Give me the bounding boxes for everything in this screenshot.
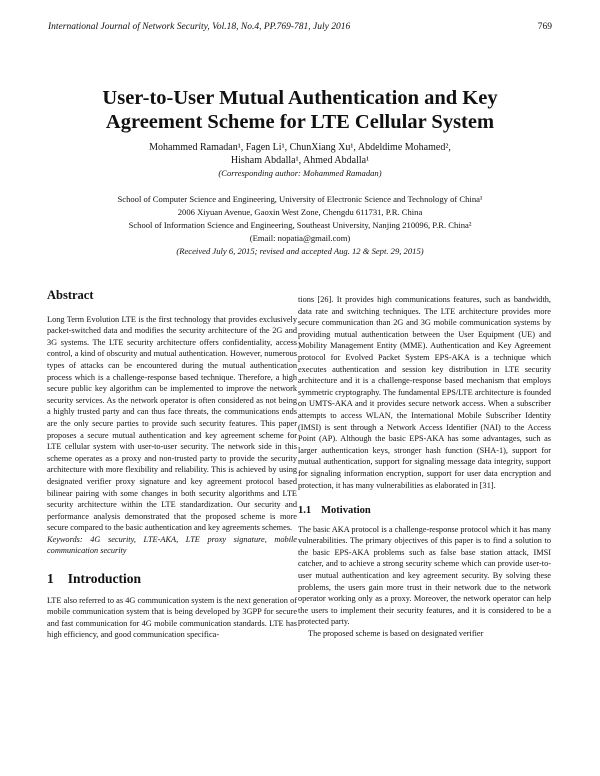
authors-line-1: Mohammed Ramadan¹, Fagen Li¹, ChunXiang Xu¹, Abdeldime Mohamed², <box>149 142 451 153</box>
received-dates: (Received July 6, 2015; revised and accepted Aug. 12 & Sept. 29, 2015) <box>176 246 424 256</box>
motivation-text: The basic AKA protocol is a challenge-response protocol which it has many vulnerabilities. The primary objectives of this paper is to find a solution to the basic EPS-AKA problems such as false base station attack, IMSI catcher, and to achieve a strong security scheme which can provide user-to-user mutual authentication and key agreement security. By solving these problems, the users gain more trust in their network due to the network operator working only as a proxy. Moreover, the network operator can help the users to implement their security features, and it is considered to be a protected party. <box>298 524 551 627</box>
running-head <box>48 22 552 32</box>
affiliation-1: School of Computer Science and Engineering, University of Electronic Science and Technology of China¹ <box>117 194 483 204</box>
affiliation-3: School of Information Science and Engineering, Southeast University, Nanjing 210096, P.R. China² <box>128 220 472 230</box>
subsection-title: Motivation <box>321 505 371 517</box>
author-block <box>40 142 560 180</box>
affiliation-2: 2006 Xiyuan Avenue, Gaoxin West Zone, Chengdu 611731, P.R. China <box>177 207 423 217</box>
title-line-2: Agreement Scheme for LTE Cellular System <box>105 111 495 133</box>
corresponding-author: (Corresponding author: Mohammed Ramadan) <box>218 168 382 178</box>
section-title: Introduction <box>67 571 142 587</box>
affiliation-block <box>40 193 560 258</box>
introduction-continued: tions [26]. It provides high communications features, such as bandwidth, data rate and switching techniques. The LTE architecture provides more secure communication than 2G and 3G mobile communication systems by providing mutual authentication between the User Equipment (UE) and Mobility Management Entity (MME). Authentication and Key Agreement protocol for Evolved Packet System EPS-AKA is a technique which executes authentication and session key distribution in LTE security architecture and it is a challenge-response based mechanism that employs symmetric cryptography. The fundamental EPS/LTE architecture is founded on UMTS-AKA and it provides secure network access. When a subscriber attempts to access WLAN, the International Mobile Subscriber Identity (IMSI) is sent through a Network Access Identifier (NAI) to the Access Point (AP). Although the basic EPS-AKA has some advantages, such as larger authentication keys, stronger hash function (SHA-1), support for mutual authentication, support for signaling message data integrity, support for signaling information encryption, support for user data encryption and protection, it has many vulnerabilities as elaborated in [31]. <box>298 295 551 490</box>
paper-title <box>40 86 560 134</box>
abstract-text: Long Term Evolution LTE is the first technology that provides exclusively packet-switched data and modifies the security architecture of the 2G and 3G systems. The LTE security architecture offers confidentiality, access control, a kind of obscurity and mutual authentication. However, numerous types of attacks can be encountered during the mutual authentication process which is a challenge-response based technique. Therefore, a high secure public key algorithm can be implemented to improve the network security services. As the network operator is often considered as not being a highly trusted party and can thus face threats, the communications ends are the only secure parties to provide such security features. This paper proposes a secure mutual authentication and key agreement scheme for LTE cellular system with user-to-user security. The network side in this scheme operates as a proxy and non-trusted party to provide the security architecture with more flexibility and reliability. This is achieved by using designated verifier proxy signature and key agreement protocol based bilinear pairing with some changes in both security algorithms and LTE security architecture within the LTE standardization. Our security and performance analysis demonstrated that the proposed scheme is more secure compared to the basic authentication and key agreements schemes. <box>47 314 297 533</box>
journal-citation: International Journal of Network Security, Vol.18, No.4, PP.769-781, July 2016 <box>48 22 351 32</box>
subsection-number: 1.1 <box>298 505 312 517</box>
right-column <box>298 294 551 640</box>
title-line-1: User-to-User Mutual Authentication and Key <box>102 87 498 109</box>
introduction-text: LTE also referred to as 4G communication system is the next generation of mobile communication system that is being developed by 3GPP for secure and fast communication for 4G mobile communication standards. LTE has high efficiency, and good communication specifica- <box>47 595 297 640</box>
keywords: Keywords: 4G security, LTE-AKA, LTE proxy signature, mobile communication security <box>47 534 297 556</box>
page-number: 769 <box>537 22 552 32</box>
authors-line-2: Hisham Abdalla¹, Ahmed Abdalla¹ <box>230 154 370 166</box>
section-heading-introduction <box>47 573 297 585</box>
section-number: 1 <box>47 571 54 587</box>
abstract-heading: Abstract <box>47 288 94 302</box>
motivation-next-paragraph: The proposed scheme is based on designated verifier <box>308 629 484 639</box>
left-column <box>47 290 297 641</box>
subsection-heading-motivation <box>298 505 551 517</box>
email: (Email: nopatia@gmail.com) <box>249 233 351 243</box>
